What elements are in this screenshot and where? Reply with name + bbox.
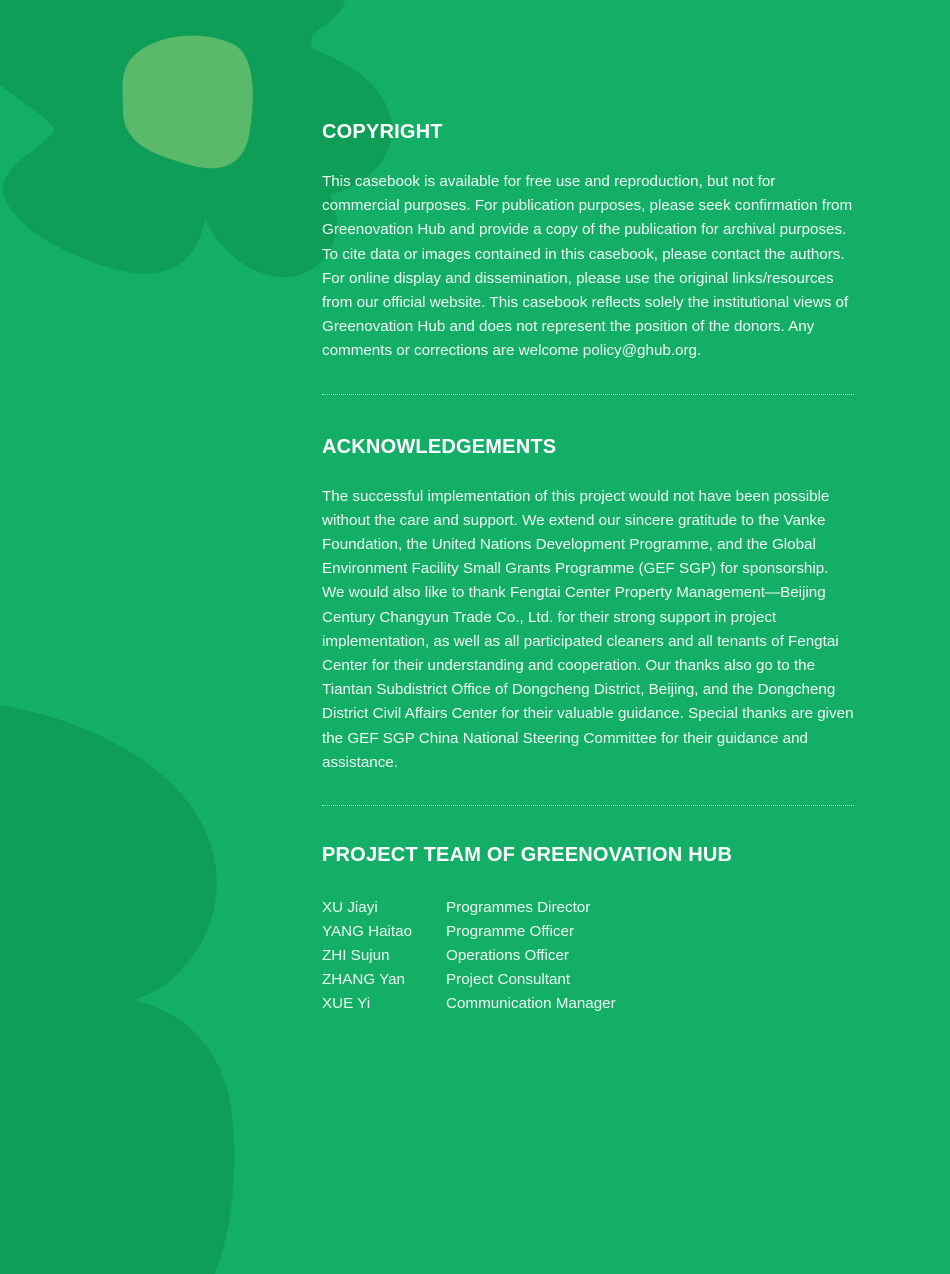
- team-member-name: ZHANG Yan: [322, 971, 405, 989]
- copyright-section: [322, 118, 854, 364]
- team-member-role: Programmes Director: [446, 899, 591, 917]
- project-team-section: [322, 841, 854, 1016]
- blob-shape-bottom: [0, 705, 234, 1274]
- content-column: [322, 118, 854, 1016]
- team-list: [322, 896, 854, 1016]
- team-member-role: Communication Manager: [446, 995, 616, 1013]
- section-divider: [322, 394, 854, 395]
- team-member-row: [322, 896, 854, 920]
- team-member-row: [322, 944, 854, 968]
- acknowledgements-section: [322, 433, 854, 775]
- team-member-row: [322, 992, 854, 1016]
- team-member-row: [322, 968, 854, 992]
- team-member-name: XU Jiayi: [322, 899, 378, 917]
- copyright-heading: COPYRIGHT: [322, 121, 443, 143]
- team-member-name: ZHI Sujun: [322, 947, 390, 965]
- team-member-role: Operations Officer: [446, 947, 569, 965]
- team-member-name: XUE Yi: [322, 995, 371, 1013]
- team-member-name: YANG Haitao: [322, 923, 413, 941]
- copyright-text: This casebook is available for free use and reproduction, but not for commercial purposes. For publication purposes, please seek confirmation from Greenovation Hub and provide a copy of the publication for archival purposes. To cite data or images contained in this casebook, please contact the authors. For online display and dissemination, please use the original links/resources from our official website. This casebook reflects solely the institutional views of Greenovation Hub and does not represent the position of the donors. Any comments or corrections are welcome policy@ghub.org.: [322, 173, 853, 360]
- section-divider: [322, 805, 854, 806]
- project-team-heading: PROJECT TEAM OF GREENOVATION HUB: [322, 844, 733, 867]
- acknowledgements-text: The successful implementation of this project would not have been possible without the care and support. We extend our sincere gratitude to the Vanke Foundation, the United Nations Development Programme, and the Global Environment Facility Small Grants Programme (GEF SGP) for sponsorship. We would also like to thank Fengtai Center Property Management—Beijing Century Changyun Trade Co., Ltd. for their strong support in project implementation, as well as all participated cleaners and all tenants of Fengtai Center for their understanding and cooperation. Our thanks also go to the Tiantan Subdistrict Office of Dongcheng District, Beijing, and the Dongcheng District Civil Affairs Center for their valuable guidance. Special thanks are given the GEF SGP China National Steering Committee for their guidance and assistance.: [322, 487, 854, 771]
- team-member-row: [322, 920, 854, 944]
- team-member-role: Project Consultant: [446, 971, 571, 989]
- team-member-role: Programme Officer: [446, 923, 575, 941]
- acknowledgements-heading: ACKNOWLEDGEMENTS: [322, 435, 557, 458]
